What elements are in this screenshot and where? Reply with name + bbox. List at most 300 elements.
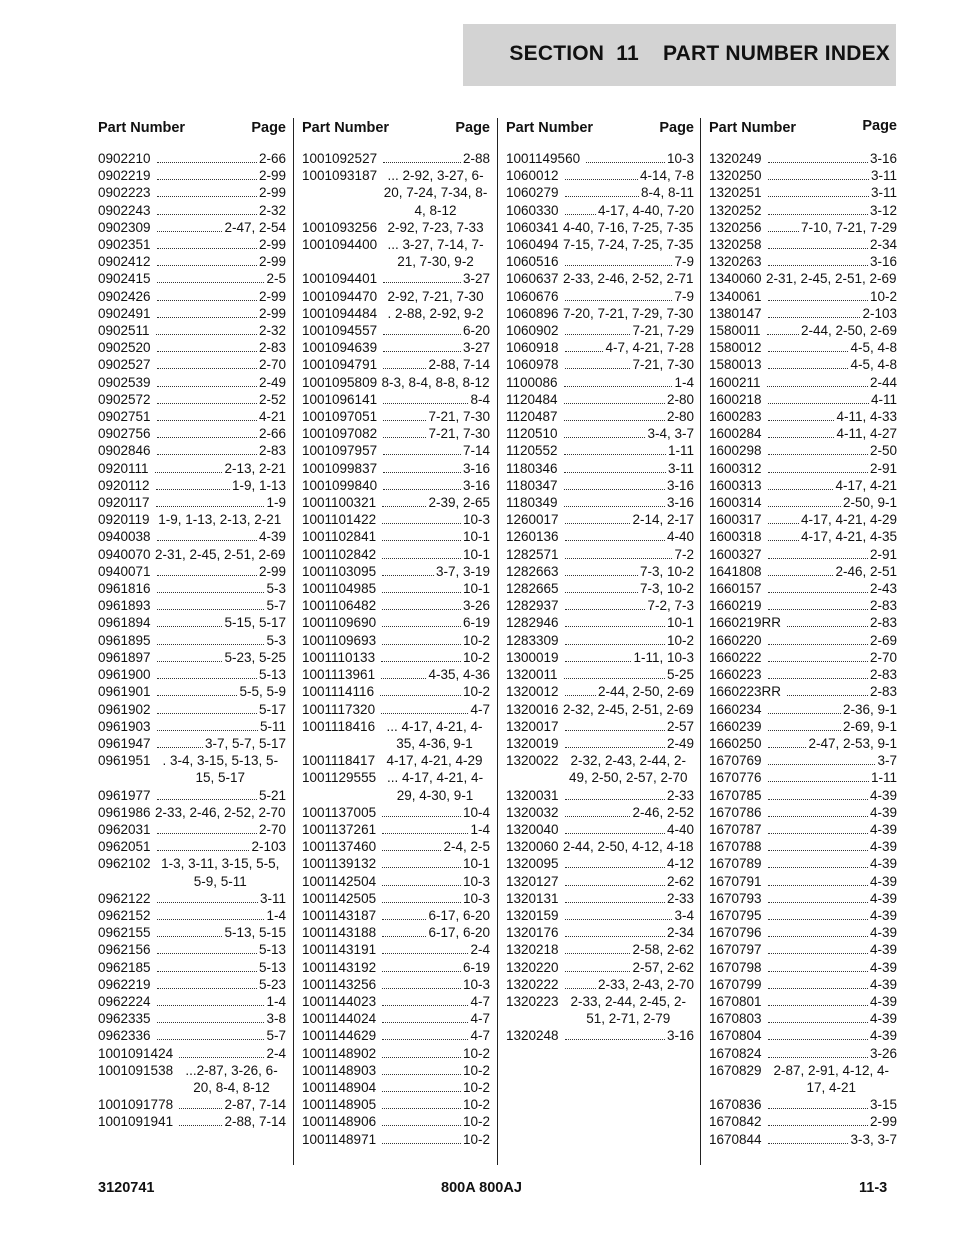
part-number: 1001106482	[302, 598, 377, 614]
index-entry	[302, 1045, 490, 1062]
part-number: 1001148904	[302, 1079, 377, 1095]
index-entry	[506, 356, 694, 373]
page-reference: 3-16	[462, 477, 490, 493]
dot-leader	[565, 557, 673, 559]
part-number: 1660222	[709, 649, 762, 665]
part-number: 1320095	[506, 856, 559, 872]
page-reference: 10-1	[666, 615, 694, 631]
part-number: 1600283	[709, 409, 762, 425]
index-entry	[98, 580, 286, 597]
part-number: 1180349	[506, 495, 558, 511]
dot-leader	[157, 625, 223, 627]
part-number: 1320256	[709, 219, 762, 235]
dot-leader	[157, 608, 265, 610]
part-number-heading: Part Number	[98, 120, 186, 136]
page-reference: 4-7	[470, 993, 490, 1009]
part-number: 1380147	[709, 305, 762, 321]
dot-leader	[768, 815, 868, 817]
dot-leader	[382, 557, 461, 559]
page-reference: 2-13, 2-21	[224, 460, 286, 476]
page-reference: 2-43	[869, 581, 897, 597]
index-entry	[709, 494, 897, 511]
page-reference: 2-70	[258, 357, 286, 373]
part-number: 1660219RR	[709, 615, 782, 631]
dot-leader	[382, 522, 461, 524]
part-number: 1001094791	[302, 357, 378, 373]
part-number: 1001101422	[302, 512, 377, 528]
dot-leader	[768, 866, 868, 868]
page-reference: 2-33, 2-46, 2-52, 2-71	[562, 271, 694, 287]
part-number: 1282946	[506, 615, 559, 631]
page-reference: 2-52	[258, 391, 286, 407]
part-number: 1320218	[506, 942, 559, 958]
index-entry	[506, 701, 694, 718]
part-number: 1670791	[709, 873, 762, 889]
part-number: 0902351	[98, 237, 151, 253]
page-reference: . 2-88, 2-92, 9-2	[387, 305, 484, 321]
index-entry	[709, 924, 897, 941]
part-number: 1120487	[506, 409, 558, 425]
index-entry	[98, 1062, 286, 1096]
dot-leader	[564, 471, 666, 473]
part-number: 1001149560	[506, 151, 581, 166]
index-entry	[98, 632, 286, 649]
index-entry	[709, 511, 897, 528]
part-number: 1600312	[709, 460, 762, 476]
part-number: 1670824	[709, 1045, 762, 1061]
dot-leader	[564, 488, 665, 490]
page-reference: 4-39	[869, 787, 897, 803]
part-number: 1001113961	[302, 667, 376, 683]
index-entry	[98, 528, 286, 545]
dot-leader	[768, 1004, 868, 1006]
index-entry	[302, 873, 490, 890]
part-number: 1060637	[506, 271, 559, 287]
dot-leader	[382, 1124, 461, 1126]
column-divider	[497, 118, 498, 1165]
part-number: 1001143256	[302, 976, 377, 992]
page-reference: 4-21	[258, 409, 286, 425]
column-header	[302, 118, 490, 150]
page-reference: 6-17, 6-20	[428, 925, 490, 941]
page-reference: 5-13	[258, 667, 286, 683]
index-entry	[709, 666, 897, 683]
index-entry	[98, 1010, 286, 1027]
index-entry	[709, 253, 897, 270]
index-entry	[506, 563, 694, 580]
part-number: 1001094400	[302, 237, 378, 253]
page-reference: 6-17, 6-20	[428, 907, 490, 923]
index-entry	[709, 460, 897, 477]
index-entry	[506, 288, 694, 305]
part-number: 1001091538	[98, 1062, 174, 1078]
index-entry	[506, 150, 694, 167]
index-entry	[506, 907, 694, 924]
page-reference: 3-7, 3-19	[435, 563, 490, 579]
page-reference: 10-3	[462, 890, 490, 906]
dot-leader	[768, 539, 799, 541]
page-reference: 10-2	[462, 1079, 490, 1095]
page-reference: 3-16	[666, 1028, 694, 1044]
index-entry	[506, 718, 694, 735]
part-number: 0940071	[98, 563, 151, 579]
index-entry	[302, 632, 490, 649]
part-number: 1660220	[709, 632, 762, 648]
page-reference: 3-27	[462, 271, 490, 287]
part-number: 1060676	[506, 288, 559, 304]
part-number: 1001148903	[302, 1062, 377, 1078]
part-number: 1001099837	[302, 460, 378, 476]
index-entry	[709, 804, 897, 821]
part-number: 1320220	[506, 959, 559, 975]
part-number: 1060978	[506, 357, 559, 373]
dot-leader	[382, 505, 426, 507]
index-entry	[506, 253, 694, 270]
index-entry	[709, 838, 897, 855]
page-reference: 4-39	[869, 976, 897, 992]
dot-leader	[768, 402, 869, 404]
dot-leader	[565, 935, 665, 937]
part-number: 1001109693	[302, 632, 377, 648]
index-entry	[506, 270, 694, 287]
page-reference: 3-27	[462, 340, 490, 356]
page-reference: 3-16	[666, 477, 694, 493]
page-reference: 10-2	[462, 1062, 490, 1078]
part-number: 0962219	[98, 976, 151, 992]
part-number: 1001099840	[302, 477, 378, 493]
index-entry	[506, 890, 694, 907]
index-entry	[302, 408, 490, 425]
dot-leader	[157, 195, 257, 197]
dot-leader	[382, 574, 434, 576]
dot-leader	[768, 436, 835, 438]
page-reference: 1-9, 1-13	[231, 477, 286, 493]
dot-leader	[768, 1056, 868, 1058]
page-reference: ... 2-92, 3-27, 6-20, 7-24, 7-34, 8-4, 8-12	[383, 168, 488, 218]
dot-leader	[383, 333, 461, 335]
part-number: 1060330	[506, 202, 559, 218]
dot-leader	[157, 643, 265, 645]
dot-leader	[179, 1107, 222, 1109]
index-entry	[302, 1131, 490, 1148]
index-entry	[98, 511, 286, 528]
page-reference: ...2-87, 3-26, 6-20, 8-4, 8-12	[185, 1062, 278, 1095]
part-number: 1060279	[506, 185, 559, 201]
part-number: 0940070	[98, 546, 151, 562]
dot-leader	[157, 1004, 265, 1006]
index-entry	[98, 735, 286, 752]
index-entry	[302, 1113, 490, 1130]
page-reference: 2-32, 2-43, 2-44, 2-49, 2-50, 2-57, 2-70	[568, 753, 688, 786]
page-reference: 2-47, 2-53, 9-1	[808, 735, 897, 751]
index-entry	[709, 873, 897, 890]
page-reference: 2-87, 7-14	[224, 1097, 286, 1113]
page-reference: 2-32, 2-45, 2-51, 2-69	[562, 701, 694, 717]
page-reference: 2-99	[869, 1114, 897, 1130]
part-number: 0902751	[98, 409, 151, 425]
index-entry	[709, 855, 897, 872]
dot-leader	[768, 178, 869, 180]
part-number: 1060012	[506, 168, 559, 184]
page-reference: . 3-4, 3-15, 5-13, 5-15, 5-17	[162, 753, 279, 786]
dot-leader	[768, 471, 868, 473]
index-entry	[302, 924, 490, 941]
index-entry	[98, 941, 286, 958]
page-reference: 8-3, 8-4, 8-8, 8-12	[381, 374, 490, 390]
dot-leader	[383, 402, 468, 404]
index-entry	[709, 1027, 897, 1044]
index-entry	[302, 683, 490, 700]
index-entry	[98, 614, 286, 631]
index-entry	[709, 270, 897, 287]
part-number: 1670795	[709, 907, 762, 923]
page-reference: 3-26	[869, 1045, 897, 1061]
index-entry	[98, 821, 286, 838]
page-reference: 4-40, 7-16, 7-25, 7-35	[562, 219, 694, 235]
page-reference: 2-83	[869, 684, 897, 700]
part-number: 1001094639	[302, 340, 378, 356]
part-number: 1580011	[709, 323, 761, 339]
dot-leader	[382, 625, 461, 627]
page-reference: 2-44, 2-50, 2-69	[597, 684, 694, 700]
index-entry	[709, 787, 897, 804]
page-reference: ... 4-17, 4-21, 4-29, 4-30, 9-1	[387, 770, 484, 803]
dot-leader	[157, 935, 223, 937]
part-number: 1670789	[709, 856, 762, 872]
dot-leader	[768, 660, 868, 662]
dot-leader	[565, 918, 673, 920]
dot-leader	[157, 367, 257, 369]
part-number: 1670776	[709, 770, 762, 786]
index-entry	[98, 1096, 286, 1113]
dot-leader	[768, 952, 868, 954]
page-reference: 2-99	[258, 254, 286, 270]
page-reference: 4-39	[258, 529, 286, 545]
index-entry	[98, 253, 286, 270]
part-number: 1001104985	[302, 581, 377, 597]
page-reference: 3-11	[870, 168, 897, 184]
page-reference: 7-15, 7-24, 7-25, 7-35	[562, 237, 694, 253]
index-entry	[302, 391, 490, 408]
page-reference: 2-33	[666, 787, 694, 803]
part-number: 1320222	[506, 976, 559, 992]
part-number: 1320022	[506, 753, 559, 769]
dot-leader	[157, 213, 257, 215]
dot-leader	[382, 866, 461, 868]
index-entry	[709, 322, 897, 339]
footer-page-number: 11-3	[859, 1180, 888, 1196]
index-entry	[302, 356, 490, 373]
index-column-2	[302, 118, 490, 1148]
part-number: 1320032	[506, 804, 559, 820]
index-entry	[709, 374, 897, 391]
part-number: 0902756	[98, 426, 151, 442]
dot-leader	[382, 1107, 461, 1109]
index-entry	[709, 425, 897, 442]
part-number: 1282665	[506, 581, 559, 597]
part-number: 1670798	[709, 959, 762, 975]
page-reference: 3-11	[259, 890, 286, 906]
index-entry	[302, 305, 490, 322]
index-entry	[302, 1027, 490, 1044]
page-reference: 4-11	[870, 391, 897, 407]
index-entry	[709, 580, 897, 597]
dot-leader	[565, 815, 631, 817]
dot-leader	[382, 901, 461, 903]
index-entry	[302, 288, 490, 305]
page-reference: 4-17, 4-21, 4-29	[800, 512, 897, 528]
dot-leader	[768, 230, 799, 232]
part-number: 0961893	[98, 598, 151, 614]
part-number: 1600211	[709, 374, 761, 390]
page-reference: 10-2	[462, 649, 490, 665]
index-entry	[709, 1096, 897, 1113]
part-number: 0962224	[98, 993, 151, 1009]
dot-leader	[565, 591, 638, 593]
page-heading: Page	[455, 120, 490, 136]
page-reference: 5-5, 5-9	[239, 684, 286, 700]
index-entry	[98, 391, 286, 408]
index-entry	[302, 528, 490, 545]
index-entry	[98, 219, 286, 236]
part-number: 1001102842	[302, 546, 377, 562]
part-number: 1320127	[506, 873, 559, 889]
page-reference: 2-99	[258, 185, 286, 201]
dot-leader	[768, 299, 868, 301]
dot-leader	[768, 1021, 868, 1023]
dot-leader	[157, 453, 257, 455]
page-reference: 4-7, 4-21, 7-28	[605, 340, 694, 356]
dot-leader	[768, 574, 834, 576]
part-number: 1001144629	[302, 1028, 377, 1044]
index-entry	[506, 339, 694, 356]
page-reference: 2-88, 7-14	[428, 357, 490, 373]
page-reference: 3-4	[674, 907, 694, 923]
part-number: 1001097082	[302, 426, 378, 442]
dot-leader	[157, 677, 257, 679]
page-reference: 2-80	[666, 409, 694, 425]
dot-leader	[157, 539, 257, 541]
part-number: 1600314	[709, 495, 762, 511]
part-number: 1001143187	[302, 907, 377, 923]
page-reference: 2-103	[862, 305, 897, 321]
dot-leader	[768, 419, 835, 421]
page-reference: 2-44	[869, 374, 897, 390]
part-number: 1001097051	[302, 409, 378, 425]
page-reference: 4-7	[470, 1011, 490, 1027]
part-number: 1660234	[709, 701, 762, 717]
index-entry	[302, 425, 490, 442]
index-entry	[302, 270, 490, 287]
page-reference: 2-99	[258, 168, 286, 184]
index-entry	[302, 511, 490, 528]
dot-leader	[157, 729, 258, 731]
index-column-4	[709, 118, 897, 1148]
index-entry	[302, 855, 490, 872]
dot-leader	[381, 660, 461, 662]
page-reference: 5-13	[258, 959, 286, 975]
index-entry	[709, 219, 897, 236]
dot-leader	[768, 1107, 868, 1109]
index-entry	[709, 959, 897, 976]
dot-leader	[768, 367, 849, 369]
part-number: 1320258	[709, 237, 762, 253]
page-reference: 2-57, 2-62	[632, 959, 694, 975]
index-entry	[506, 838, 694, 855]
dot-leader	[383, 281, 461, 283]
index-entry	[506, 597, 694, 614]
part-number: 0902511	[98, 323, 150, 339]
index-entry	[98, 167, 286, 184]
index-entry	[98, 150, 286, 167]
page-heading: Page	[659, 120, 694, 136]
index-entry	[98, 563, 286, 580]
dot-leader	[157, 849, 250, 851]
page-reference: 2-33, 2-46, 2-52, 2-70	[154, 804, 286, 820]
part-number: 1001142504	[302, 873, 377, 889]
index-entry	[302, 718, 490, 752]
page-reference: 4-5, 4-8	[850, 340, 897, 356]
page-reference: 1-9	[266, 495, 286, 511]
page-reference: 1-3, 3-11, 3-15, 5-5, 5-9, 5-11	[161, 856, 280, 889]
index-entry	[506, 614, 694, 631]
index-entry	[302, 322, 490, 339]
index-entry	[709, 769, 897, 786]
index-entry	[98, 701, 286, 718]
index-entry	[506, 752, 694, 786]
index-entry	[98, 683, 286, 700]
page-reference: 2-47, 2-54	[224, 219, 286, 235]
dot-leader	[156, 488, 230, 490]
index-entry	[302, 597, 490, 614]
dot-leader	[565, 625, 665, 627]
dot-leader	[768, 987, 868, 989]
index-entry	[302, 494, 490, 511]
page-reference: 2-80	[666, 391, 694, 407]
page-reference: 4-11, 4-33	[836, 409, 897, 425]
page-reference: 2-34	[666, 925, 694, 941]
index-column-3	[506, 118, 694, 1045]
part-number: 1600284	[709, 426, 762, 442]
page-reference: 2-99	[258, 563, 286, 579]
index-entry	[709, 907, 897, 924]
page-reference: 2-58, 2-62	[632, 942, 694, 958]
part-number: 0920112	[98, 477, 150, 493]
dot-leader	[768, 488, 834, 490]
part-number: 0962152	[98, 907, 151, 923]
section-header	[463, 24, 896, 86]
dot-leader	[157, 299, 257, 301]
page-reference: 3-11	[870, 185, 897, 201]
page-reference: 4-39	[869, 1028, 897, 1044]
part-number: 1670799	[709, 976, 762, 992]
index-entry	[506, 546, 694, 563]
index-entry	[302, 614, 490, 631]
dot-leader	[768, 643, 868, 645]
part-number: 1001118417	[302, 753, 376, 769]
page-reference: 2-92, 7-23, 7-33	[387, 219, 484, 235]
dot-leader	[565, 195, 639, 197]
part-number: 1670842	[709, 1114, 762, 1130]
part-number: 1600317	[709, 512, 762, 528]
dot-leader	[179, 1056, 264, 1058]
dot-leader	[381, 712, 468, 714]
index-entry	[506, 976, 694, 993]
dot-leader	[179, 1124, 222, 1126]
part-number: 1660250	[709, 735, 762, 751]
dot-leader	[383, 419, 426, 421]
part-number: 1180347	[506, 477, 558, 493]
